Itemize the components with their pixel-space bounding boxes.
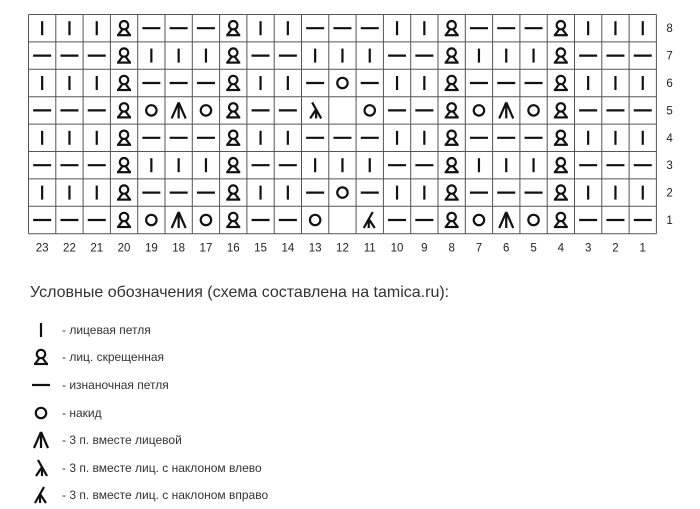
chart-cell-twisted-knit-stitch (226, 131, 240, 145)
chart-cell-k3tog-right (364, 212, 375, 228)
twisted-knit-icon (30, 346, 52, 368)
chart-cell-twisted-knit-stitch (445, 103, 459, 117)
chart-cell-yarn-over (528, 105, 538, 115)
chart-cell-twisted-knit-stitch (445, 21, 459, 35)
legend-item (30, 399, 268, 427)
chart-cell-twisted-knit-stitch (226, 103, 240, 117)
column-label: 3 (584, 242, 592, 255)
yarn-over-icon (30, 402, 52, 424)
column-label: 23 (35, 242, 49, 255)
chart-cell-k3tog-center (172, 102, 186, 118)
row-label: 6 (666, 78, 673, 90)
legend-item-label: - 3 п. вместе лиц. с наклоном влево (62, 460, 262, 475)
chart-cell-twisted-knit-stitch (226, 76, 240, 90)
chart-cell-yarn-over (528, 215, 538, 225)
legend-item (30, 316, 268, 344)
chart-cell-twisted-knit-stitch (554, 185, 568, 199)
row-label: 1 (666, 215, 673, 227)
legend-item (30, 482, 268, 509)
legend-item (30, 454, 268, 482)
column-label: 6 (503, 242, 510, 255)
column-label: 5 (530, 242, 537, 255)
column-label: 12 (336, 242, 349, 255)
column-label: 2 (612, 242, 619, 255)
legend-item (30, 371, 268, 399)
legend-item (30, 344, 268, 372)
chart-cell-yarn-over (146, 105, 156, 115)
row-label: 4 (666, 132, 673, 145)
chart-cell-k3tog-left (310, 102, 321, 118)
chart-cell-twisted-knit-stitch (117, 158, 131, 172)
legend-item-label: - лицевая петля (62, 322, 151, 337)
legend-item-label: - изнаночная петля (62, 377, 169, 392)
column-label: 7 (475, 242, 483, 255)
purl-icon (30, 374, 52, 396)
column-label: 13 (308, 242, 322, 255)
k3tog-right-icon (30, 484, 52, 506)
chart-cell-yarn-over (337, 187, 347, 197)
k3tog-left-icon (30, 457, 52, 479)
row-label: 3 (666, 160, 673, 173)
chart-cell-twisted-knit-stitch (117, 103, 131, 117)
column-label: 11 (363, 242, 376, 255)
chart-cell-twisted-knit-stitch (554, 48, 568, 62)
column-label: 10 (390, 242, 404, 255)
chart-cell-yarn-over (365, 105, 375, 115)
k3tog-center-icon (30, 429, 52, 451)
column-label: 14 (281, 242, 295, 255)
chart-cell-twisted-knit-stitch (117, 21, 131, 35)
chart-cell-twisted-knit-stitch (117, 76, 131, 90)
legend (30, 316, 268, 509)
chart-cell-twisted-knit-stitch (226, 185, 240, 199)
column-label: 17 (199, 242, 213, 255)
column-label: 15 (254, 242, 267, 255)
legend-item-label: - 3 п. вместе лиц. с наклоном вправо (62, 488, 269, 503)
chart-cell-twisted-knit-stitch (226, 48, 240, 62)
column-label: 19 (144, 242, 158, 255)
row-label: 8 (666, 23, 673, 36)
row-label: 5 (666, 105, 673, 118)
chart-cell-twisted-knit-stitch (554, 158, 568, 172)
chart-cell-twisted-knit-stitch (226, 21, 240, 35)
chart-cell-twisted-knit-stitch (445, 76, 459, 90)
chart-cell-twisted-knit-stitch (117, 213, 131, 227)
chart-cell-yarn-over (201, 105, 211, 115)
chart-cell-k3tog-center (499, 102, 513, 118)
column-label: 18 (172, 242, 186, 255)
chart-cell-yarn-over (474, 215, 484, 225)
column-label: 8 (448, 242, 455, 255)
chart-cell-twisted-knit-stitch (554, 103, 568, 117)
chart-cell-twisted-knit-stitch (445, 213, 459, 227)
row-label: 2 (666, 187, 673, 200)
legend-item-label: - 3 п. вместе лицевой (62, 433, 182, 448)
chart-cell-twisted-knit-stitch (554, 21, 568, 35)
chart-cell-twisted-knit-stitch (226, 213, 240, 227)
chart-cell-twisted-knit-stitch (554, 76, 568, 90)
legend-item-label: - накид (62, 405, 102, 420)
chart-cell-yarn-over (146, 215, 156, 225)
chart-cell-twisted-knit-stitch (117, 131, 131, 145)
column-label: 22 (63, 242, 76, 255)
column-label: 20 (117, 242, 131, 255)
column-label: 16 (226, 242, 240, 255)
chart-cell-yarn-over (474, 105, 484, 115)
column-label: 9 (421, 242, 428, 255)
chart-cell-yarn-over (337, 78, 347, 88)
chart-cell-twisted-knit-stitch (117, 48, 131, 62)
chart-cell-yarn-over (201, 215, 211, 225)
legend-title: Условные обозначения (схема составлена на tamica.ru): (30, 284, 450, 301)
column-label: 1 (639, 242, 646, 255)
chart-cell-twisted-knit-stitch (445, 48, 459, 62)
chart-cell-k3tog-center (499, 212, 513, 228)
chart-cell-twisted-knit-stitch (226, 158, 240, 172)
chart-cell-k3tog-center (172, 212, 186, 228)
chart-cell-twisted-knit-stitch (554, 213, 568, 227)
column-label: 4 (557, 242, 565, 255)
chart-cell-twisted-knit-stitch (445, 131, 459, 145)
legend-item-label: - лиц. скрещенная (62, 350, 165, 365)
column-label: 21 (90, 242, 104, 255)
chart-cell-twisted-knit-stitch (445, 158, 459, 172)
chart-cell-twisted-knit-stitch (445, 185, 459, 199)
row-label: 7 (666, 50, 673, 63)
legend-item (30, 426, 268, 454)
knit-icon (30, 319, 52, 341)
chart-cell-twisted-knit-stitch (117, 185, 131, 199)
chart-cell-twisted-knit-stitch (554, 131, 568, 145)
chart-cell-yarn-over (310, 215, 320, 225)
